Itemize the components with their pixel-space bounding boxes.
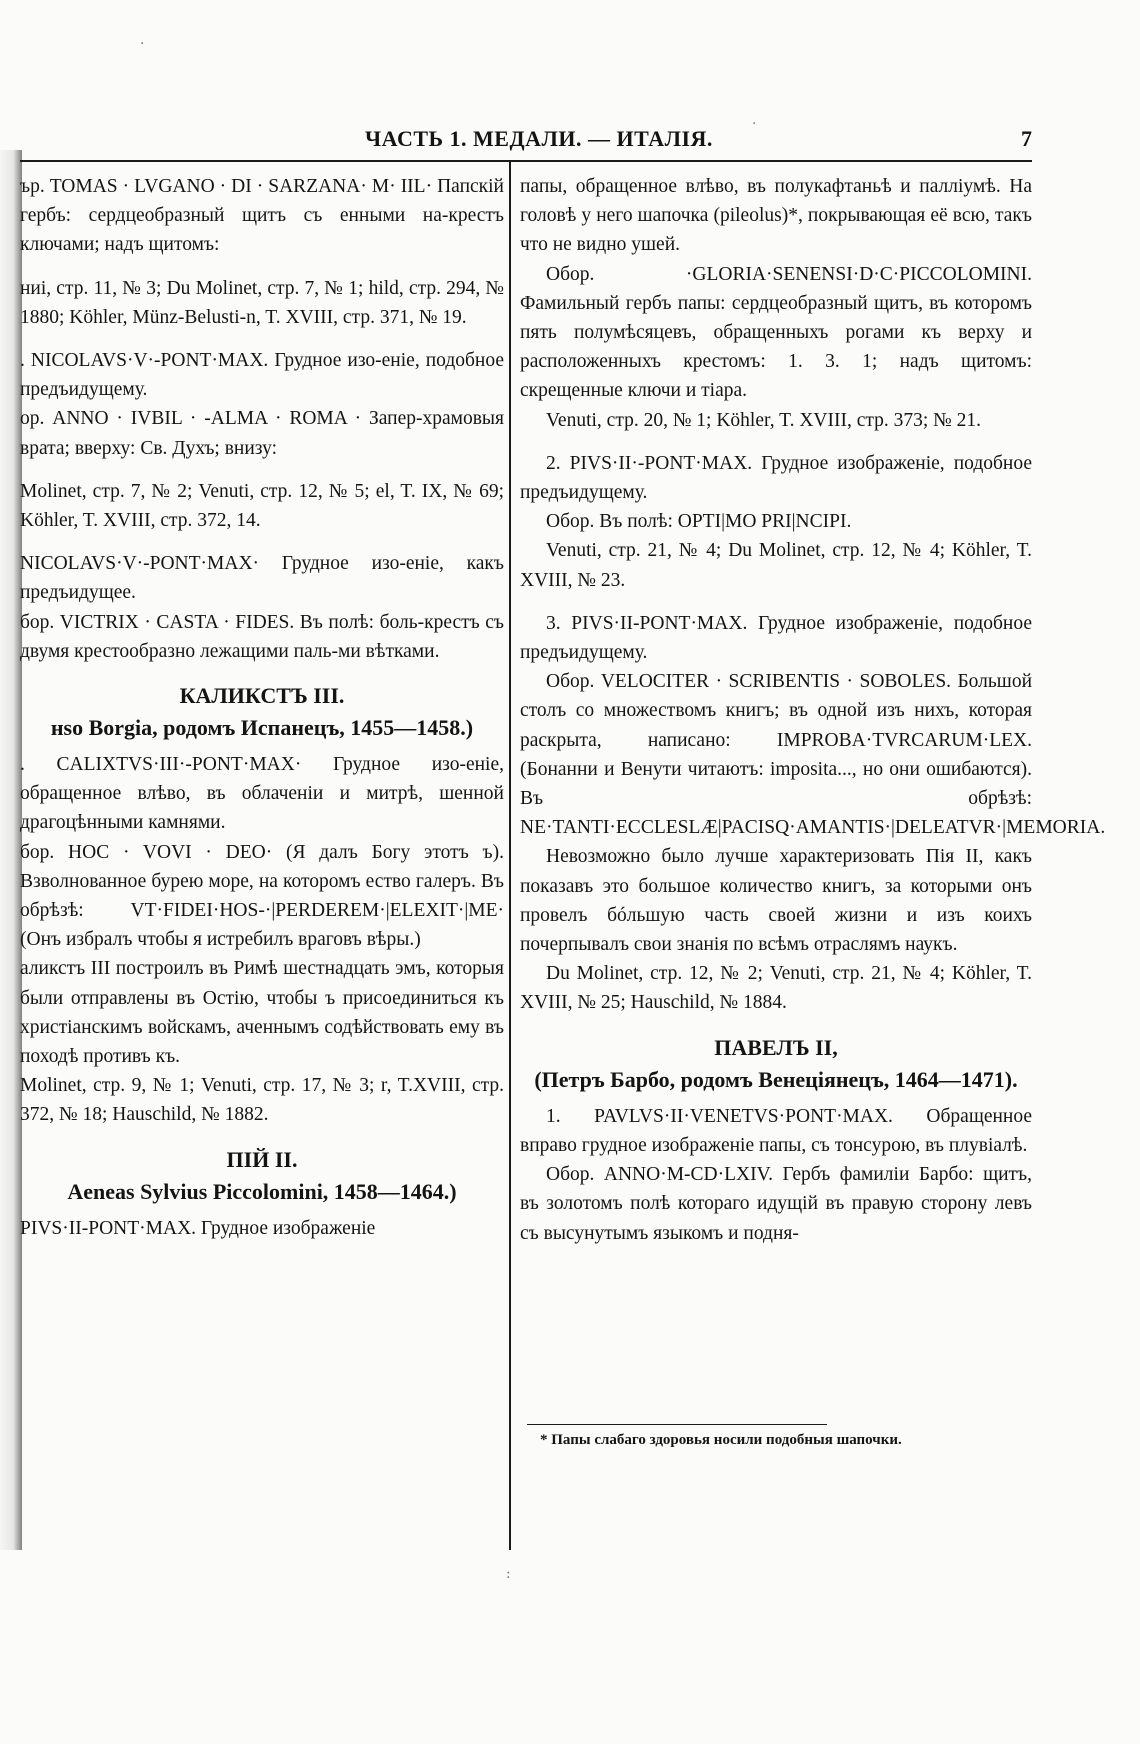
page-header — [20, 126, 1032, 162]
paragraph: Обор. ·GLORIA·SENENSI·D·C·PICCOLOMINI. Фамильный гербъ папы: сердцеобразный щитъ, въ которомъ пять полумѣсяцевъ, обращенныхъ рогами къ верху и расположенныхъ крестомъ: 1. 3. 1; надъ щитомъ: скрещенные ключи и тiара. — [520, 263, 1032, 402]
scan-speck: · — [140, 36, 145, 52]
paragraph: 1. PAVLVS·II·VENETVS·PONT·MAX. Обращенное вправо грудное изображенiе папы, съ тонсурою, въ плувiалѣ. — [520, 1105, 1032, 1156]
section-subtitle: нso Borgia, родомъ Испанецъ, 1455—1458.) — [50, 715, 474, 741]
paragraph: . CALIXTVS·III·-PONT·MAX· Грудное изо-енiе, обращенное влѣво, въ облаченiи и митрѣ, шенной драгоцѣнными камнями. — [20, 754, 504, 834]
paragraph: 2. PIVS·II·-PONT·MAX. Грудное изображенiе, подобное предъидущему. — [520, 452, 1032, 504]
paragraph: бор. VICTRIX · CASTA · FIDES. Въ полѣ: боль-крестъ съ двумя крестообразно лежащими паль-ми вѣтками. — [20, 611, 504, 662]
page-edge-shadow — [0, 150, 22, 1550]
paragraph: Molinet, стр. 9, № 1; Venuti, стр. 17, № 3; r, T.XVIII, стр. 372, № 18; Hauschild, № 1882. — [20, 1075, 504, 1126]
paragraph: . NICOLAVS·V·-PONT·MAX. Грудное изо-енiе, подобное предъидущему. — [20, 350, 504, 401]
paragraph: Venuti, стр. 21, № 4; Du Molinet, стр. 12, № 4; Köhler, T. XVIII, № 23. — [520, 540, 1032, 591]
footnote: * Папы слабаго здоровья носили подобныя шапочки. — [540, 1432, 902, 1448]
section-title: КАЛИКСТЪ III. — [179, 683, 345, 709]
section-subtitle: Aeneas Sylvius Piccolomini, 1458—1464.) — [67, 1178, 457, 1204]
paragraph: Обор. VELOCITER · SCRIBENTIS · SOBOLES. Большой столъ со множествомъ книгъ; въ одной изъ нихъ, которая раскрыта, написано: IMPROBA·TVRCARUM·LEX. (Бонанни и Венути читаютъ: imposita..., но они ошибаются). Въ обрѣзѣ: NE·TANTI·ECCLESLÆ|PACISQ·AMANTIS·|DELEATVR·|MEMORIA. — [520, 671, 1106, 839]
right-column — [520, 172, 1106, 1248]
paragraph: Обор. ANNO·M-CD·LXIV. Гербъ фамилiи Барбо: щитъ, въ золотомъ полѣ котораго идущiй въ правую сторону левъ съ высунутымъ языкомъ и подня- — [520, 1164, 1032, 1244]
paragraph: папы, обращенное влѣво, въ полукафтаньѣ и паллiумѣ. На головѣ у него шапочка (pileolus)*, покрывающая её всю, такъ что не видно ушей. — [520, 176, 1032, 256]
paragraph: NICOLAVS·V·-PONT·MAX· Грудное изо-енiе, какъ предъидущее. — [20, 553, 504, 604]
section-title: ПIЙ II. — [226, 1146, 298, 1172]
paragraph: Venuti, стр. 20, № 1; Köhler, T. XVIII, стр. 373; № 21. — [546, 409, 982, 431]
paragraph: ър. TOMAS · LVGANO · DI · SARZANA· M· IIL· Папскiй гербъ: сердцеобразный щитъ съ енными на-крестъ ключами; надъ щитомъ: — [20, 176, 504, 256]
paragraph: ор. ANNO · IVBIL · -ALMA · ROMA · Запер-храмовыя врата; вверху: Св. Духъ; внизу: — [20, 408, 504, 459]
page-number: 7 — [1021, 126, 1032, 151]
scan-speck: · — [752, 116, 757, 132]
paragraph: Невозможно было лучше характеризовать Пiя II, какъ показавъ это большое количество книгъ, за которыми онъ провелъ бóльшую часть своей жизни и изъ коихъ почерпывалъ свои знанiя по всѣмъ отраслямъ наукъ. — [520, 846, 1032, 956]
paragraph: бор. HOC · VOVI · DEO· (Я далъ Богу этотъ ъ). Взволнованное бурею море, на которомъ ество галеръ. Въ обрѣзѣ: VT·FIDEI·HOS-·|PERDEREM·|ELEXIT·|ME· (Онъ избралъ чтобы я истребилъ враговъ вѣры.) — [20, 841, 504, 951]
column-divider — [509, 162, 511, 1550]
footnote-rule — [527, 1424, 827, 1425]
paragraph: ниi, стр. 11, № 3; Du Molinet, стр. 7, № 1; hild, стр. 294, № 1880; Köhler, Münz-Belusti-n, T. XVIII, стр. 371, № 19. — [20, 277, 504, 328]
running-title: ЧАСТЬ 1. МЕДАЛИ. — ИТАЛIЯ. — [365, 126, 713, 151]
scan-speck: : — [506, 1566, 511, 1582]
paragraph: Molinet, стр. 7, № 2; Venuti, стр. 12, № 5; el, T. IX, № 69; Köhler, T. XVIII, стр. 372, 14. — [20, 480, 504, 532]
section-title: ПАВЕЛЪ II, — [714, 1034, 838, 1060]
paragraph: 3. PIVS·II-PONT·MAX. Грудное изображенiе, подобное предъидущему. — [520, 612, 1032, 664]
paragraph: Обор. Въ полѣ: OPTI|MO PRI|NCIPI. — [546, 511, 852, 533]
section-subtitle: (Петръ Барбо, родомъ Венецiянецъ, 1464—1471). — [534, 1066, 1018, 1092]
paragraph: PIVS·II-PONT·MAX. Грудное изображенiе — [20, 1217, 376, 1239]
left-column — [20, 172, 504, 1243]
paragraph: аликстъ III построилъ въ Римѣ шестнадцать эмъ, которыя были отправлены въ Остiю, чтобы ъ присоединиться къ христiанскимъ войскамъ, аченнымъ содѣйствовать ему въ походѣ противъ къ. — [20, 958, 504, 1068]
paragraph: Du Molinet, стр. 12, № 2; Venuti, стр. 21, № 4; Köhler, T. XVIII, № 25; Hauschild, № 1884. — [520, 963, 1032, 1014]
